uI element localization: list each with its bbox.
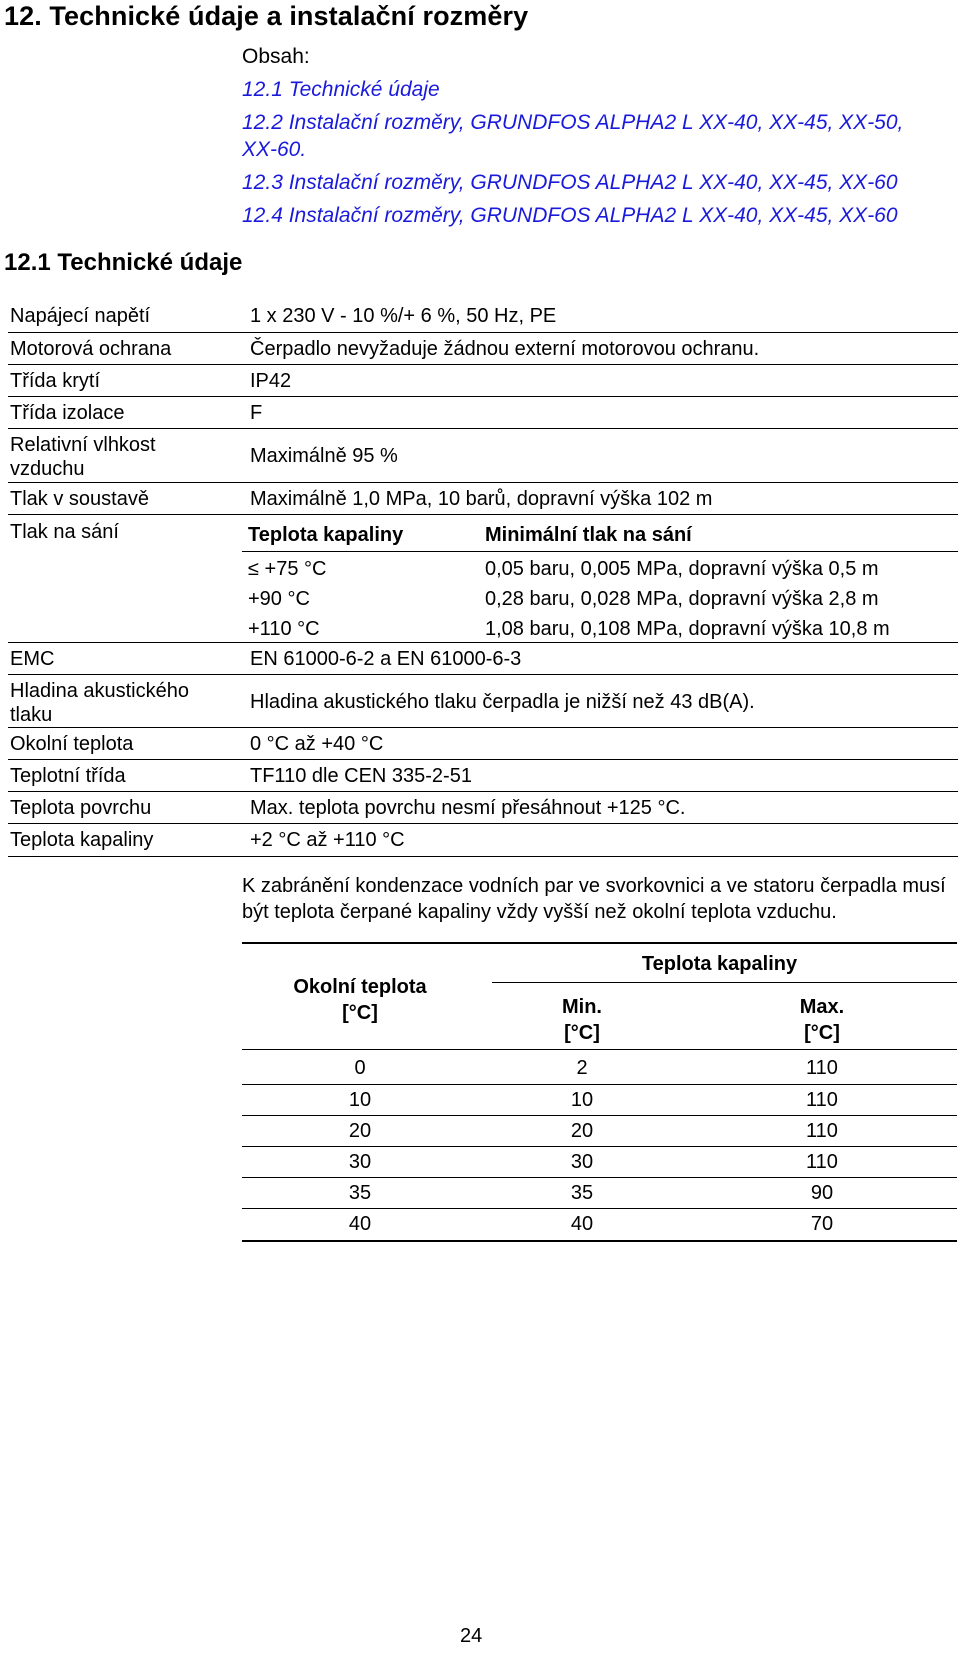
table-row <box>242 1084 957 1116</box>
spec-key: Okolní teplota <box>10 733 134 755</box>
header-rule <box>242 1049 957 1050</box>
spec-key: Třída izolace <box>10 402 125 424</box>
liquid-temp-group-header: Teplota kapaliny <box>641 953 798 975</box>
max-header-line1: Max. <box>799 996 845 1018</box>
cell-min: 10 <box>570 1089 594 1111</box>
ambient-temp-header-line1: Okolní teplota <box>293 976 427 998</box>
toc-label: Obsah: <box>242 45 310 68</box>
cell-min: 30 <box>570 1151 594 1173</box>
cell-max: 110 <box>806 1120 838 1142</box>
cell-min: 35 <box>570 1182 594 1204</box>
cell-min: 20 <box>570 1120 594 1142</box>
cell-ambient: 0 <box>354 1057 366 1079</box>
cell-ambient: 40 <box>348 1213 372 1235</box>
table-of-contents <box>242 40 942 232</box>
page-number: 24 <box>460 1625 483 1647</box>
cell-min: 40 <box>570 1213 594 1235</box>
spec-key: Relativní vlhkost vzduchu <box>10 434 156 480</box>
max-header-line2: [°C] <box>804 1022 840 1044</box>
suction-subtable <box>242 515 958 642</box>
suction-pressure: 0,05 baru, 0,005 MPa, dopravní výška 0,5 m <box>485 558 879 580</box>
toc-link-12-2[interactable]: 12.2 Instalační rozměry, GRUNDFOS ALPHA2 L XX-40, XX-45, XX-50, XX-60. <box>242 111 904 161</box>
spec-key: Tlak na sání <box>10 521 119 543</box>
section-heading: 12.1 Technické údaje <box>4 249 243 276</box>
cell-max: 70 <box>810 1213 834 1235</box>
cell-max: 110 <box>806 1057 838 1079</box>
suction-temp: ≤ +75 °C <box>248 558 327 580</box>
spec-row <box>8 429 958 483</box>
toc-link-12-1[interactable]: 12.1 Technické údaje <box>242 78 440 101</box>
cell-max: 110 <box>806 1151 838 1173</box>
condensation-note: K zabránění kondenzace vodních par ve svorkovnici a ve statoru čerpadla musí být teplota čerpané kapaliny vždy vyšší než okolní teplota vzduchu. <box>242 875 946 923</box>
cell-max: 90 <box>810 1182 834 1204</box>
cell-ambient: 20 <box>348 1120 372 1142</box>
spec-value: EN 61000-6-2 a EN 61000-6-3 <box>250 648 522 670</box>
toc-link-12-3[interactable]: 12.3 Instalační rozměry, GRUNDFOS ALPHA2 L XX-40, XX-45, XX-60 <box>242 171 898 194</box>
suction-pressure: 1,08 baru, 0,108 MPa, dopravní výška 10,8 m <box>485 618 890 640</box>
spec-key: Motorová ochrana <box>10 338 172 360</box>
cell-ambient: 30 <box>348 1151 372 1173</box>
cell-max: 110 <box>806 1089 838 1111</box>
spec-key: Třída krytí <box>10 370 101 392</box>
spec-key: EMC <box>10 648 55 670</box>
spec-row <box>8 792 958 824</box>
ambient-temp-header <box>270 974 450 1026</box>
spec-row <box>8 397 958 429</box>
spec-row <box>8 728 958 760</box>
min-header-line2: [°C] <box>564 1022 600 1044</box>
spec-row <box>8 301 958 333</box>
spec-row <box>8 365 958 397</box>
min-header-line1: Min. <box>562 996 602 1018</box>
cell-ambient: 10 <box>348 1089 372 1111</box>
min-header <box>542 994 622 1046</box>
spec-value: F <box>250 402 263 424</box>
suction-temp: +90 °C <box>248 588 310 610</box>
spec-row <box>8 824 958 857</box>
spec-value: TF110 dle CEN 335-2-51 <box>250 765 472 787</box>
table-row <box>242 1146 957 1178</box>
spec-value: Maximálně 1,0 MPa, 10 barů, dopravní výška 102 m <box>250 488 713 510</box>
suction-row <box>242 556 958 586</box>
suction-pressure: 0,28 baru, 0,028 MPa, dopravní výška 2,8 m <box>485 588 879 610</box>
cell-min: 2 <box>576 1057 588 1079</box>
spec-row <box>8 483 958 515</box>
page-title: 12. Technické údaje a instalační rozměry <box>4 1 529 31</box>
suction-row <box>242 616 958 642</box>
spec-table <box>8 301 958 857</box>
spec-key: Hladina akustického tlaku <box>10 680 189 726</box>
spec-value: Max. teplota povrchu nesmí přesáhnout +125 °C. <box>250 797 686 819</box>
table-top-rule <box>242 942 957 944</box>
table-row <box>242 1177 957 1209</box>
spec-row <box>8 675 958 728</box>
group-rule <box>492 982 957 983</box>
suction-temp: +110 °C <box>248 618 320 640</box>
cell-ambient: 35 <box>348 1182 372 1204</box>
spec-row <box>8 643 958 675</box>
toc-link-12-4[interactable]: 12.4 Instalační rozměry, GRUNDFOS ALPHA2 L XX-40, XX-45, XX-60 <box>242 204 898 227</box>
spec-key: Napájecí napětí <box>10 305 151 327</box>
spec-value: IP42 <box>250 370 292 392</box>
spec-value: Čerpadlo nevyžaduje žádnou externí motorovou ochranu. <box>250 338 760 360</box>
max-header <box>782 994 862 1046</box>
spec-key: Teplota kapaliny <box>10 829 154 851</box>
suction-row <box>242 586 958 616</box>
table-row <box>242 1115 957 1147</box>
suction-head-temp: Teplota kapaliny <box>248 524 404 546</box>
ambient-temp-header-line2: [°C] <box>342 1002 378 1024</box>
spec-key: Teplota povrchu <box>10 797 152 819</box>
spec-row <box>8 760 958 792</box>
spec-value: Maximálně 95 % <box>250 445 398 467</box>
table-row <box>242 1052 957 1085</box>
spec-row <box>8 333 958 365</box>
spec-value: Hladina akustického tlaku čerpadla je nižší než 43 dB(A). <box>250 691 755 713</box>
spec-value: 0 °C až +40 °C <box>250 733 384 755</box>
spec-value: 1 x 230 V - 10 %/+ 6 %, 50 Hz, PE <box>250 305 557 327</box>
spec-key: Tlak v soustavě <box>10 488 149 510</box>
spec-value: +2 °C až +110 °C <box>250 829 405 851</box>
spec-key: Teplotní třída <box>10 765 126 787</box>
spec-row-suction <box>8 515 958 643</box>
suction-header <box>242 515 958 552</box>
table-row <box>242 1208 957 1242</box>
suction-head-pressure: Minimální tlak na sání <box>485 524 692 546</box>
